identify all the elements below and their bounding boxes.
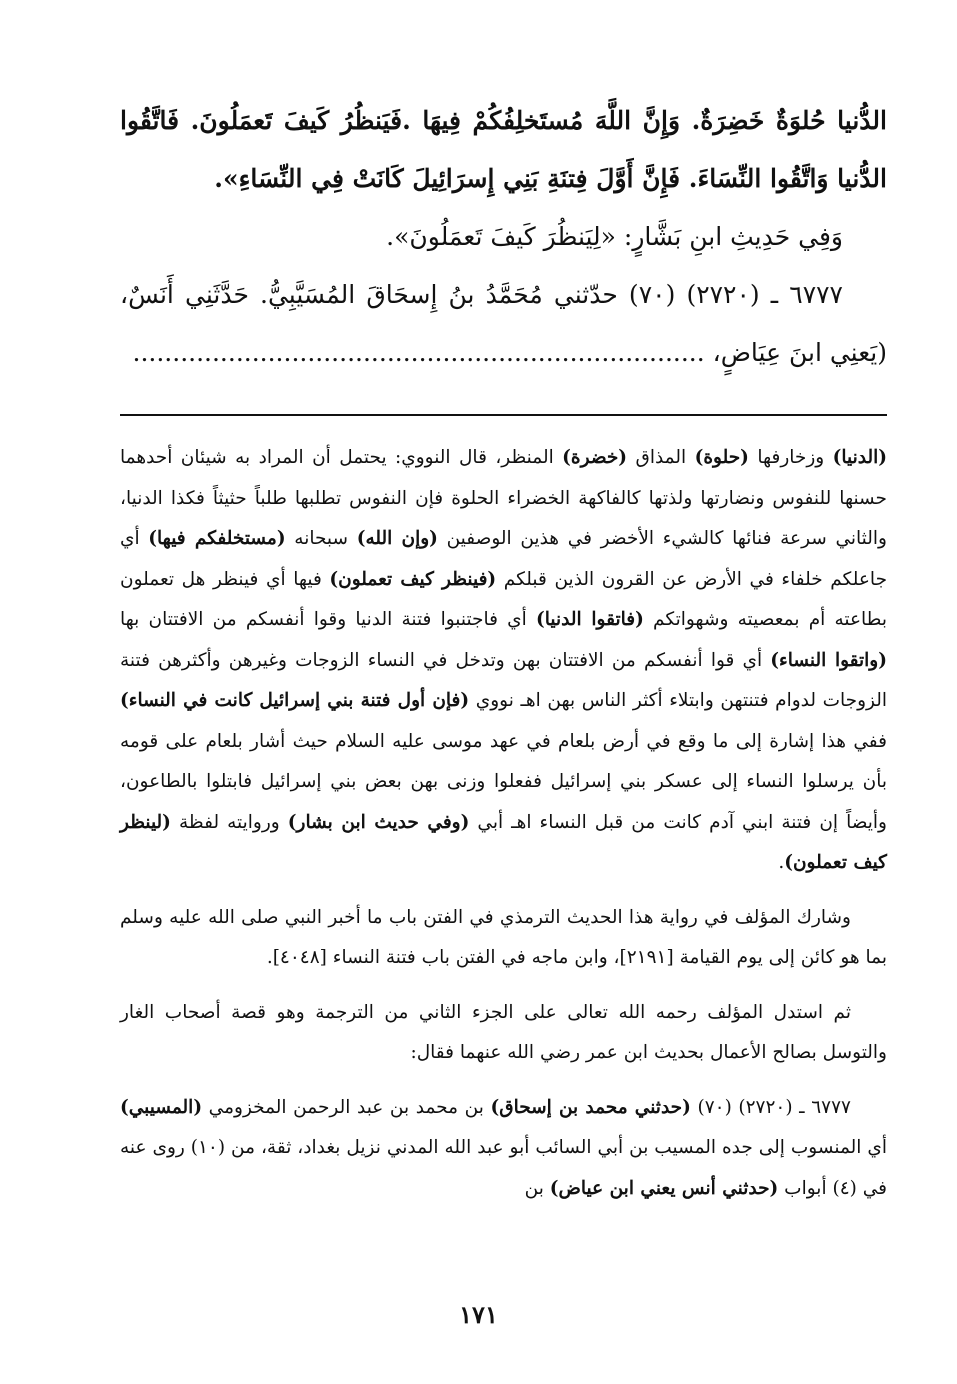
- commentary-p1-text-run: وروايته لفظة: [170, 811, 288, 833]
- commentary-p1-bold-term: (حلوة): [694, 447, 749, 468]
- commentary-p1-text-run: أي جاعلكم خلفاء في الأرض عن القرون الذين قبلكم: [120, 528, 888, 590]
- commentary-p1-text-run: أي قوا أنفسكم من الافتتان بهن وتدخل في النساء الزوجات وغيرهن وأكثرهن فتنة الزوجات لدوام فتنتهن وابتلاء أكثر الناس بهن اهـ نووي: [120, 649, 888, 711]
- ellipsis-dots: ........................................................................: [132, 338, 705, 367]
- commentary-p1-bold-term: (فينظر كيف تعملون): [329, 568, 497, 590]
- commentary-paragraph-4: [120, 1088, 887, 1210]
- hadith-chain-text: ٦٧٧٧ ـ (٢٧٢٠) (٧٠) حدّثني مُحَمَّدُ بنُ إِسحَاقَ المُسَيَّبِيُّ. حَدَّثَنِي أَنَسٌ، (يَعنِي ابنَ عِيَاضٍ،: [120, 280, 887, 367]
- commentary-p4-bold-term: (حدثني محمد بن إسحاق): [490, 1096, 691, 1118]
- commentary-p4-text-run: بن محمد بن عبد الرحمن المخزومي: [202, 1096, 491, 1118]
- commentary-p1-bold-term: (الدنيا): [832, 447, 888, 468]
- commentary-p1-bold-term: (وإن الله): [356, 528, 438, 549]
- page-body: [120, 92, 887, 1223]
- commentary-p1-bold-term: (واتقوا النساء): [770, 649, 887, 671]
- hadith-text: [120, 92, 887, 382]
- commentary-p1-text-run: وزخارفها: [748, 447, 833, 468]
- commentary-p1-text-run: فيها أي فينظر هل تعملون بطاعته أم بمعصيته وشهواتكم: [120, 568, 887, 630]
- hadith-paragraph-1: الدُّنيا حُلوَةٌ خَضِرَةٌ. وَإِنَّ اللَّهَ مُستَخلِفُكُمْ فِيهَا .فَيَنظُرُ كَيفَ تَعمَلُونَ. فَاتَّقُوا الدُّنيا وَاتَّقُوا النِّسَاءَ. فَإِنَّ أَوَّلَ فِتنَةِ بَنِي إِسرَائِيلَ كَانَتْ فِي النِّسَاءِ».: [120, 106, 887, 193]
- footnote-divider: [120, 414, 887, 416]
- commentary-p4-bold-term: (المسيبي): [120, 1096, 203, 1118]
- commentary-p1-bold-term: (خضرة): [562, 447, 628, 468]
- commentary-p1-bold-term: (فاتقوا الدنيا): [536, 609, 644, 630]
- hadith-paragraph-3: [120, 266, 887, 382]
- commentary-p1-text-run: أي فاجتنبوا فتنة الدنيا وقوا أنفسكم من الافتتان بها: [120, 609, 537, 630]
- commentary-p1-bold-term: (وفي حديث ابن بشار): [287, 811, 470, 833]
- page-number: ١٧١: [459, 1300, 498, 1329]
- commentary-paragraph-1: [120, 438, 887, 884]
- commentary-p4-text-run: ٦٧٧٧ ـ (٢٧٢٠) (٧٠): [690, 1096, 851, 1118]
- commentary-p1-text-run: ففي هذا إشارة إلى ما وقع في أرض بلعام في عهد موسى عليه السلام حيث أشار بلعام على قومه بأن يرسلوا النساء إلى عسكر بني إسرائيل ففعلوا وزنى بهن بعض بني إسرائيل فابتلوا بالطاعون، وأيضاً إن فتنة ابني آدم كانت من قبل النساء اهـ أبي: [120, 730, 887, 833]
- commentary-p1-text-run: المنظر، قال النووي: يحتمل أن المراد به شيئان أحدهما حسنها للنفوس ونضارتها ولذتها كالفاكهة الخضراء الحلوة فإن النفوس تطلبها طلباً حثيثاً فكذا الدنيا، والثاني سرعة فنائها كالشيء الأخضر في هذين الوصفين: [120, 447, 887, 549]
- commentary-paragraph-2: وشارك المؤلف في رواية هذا الحديث الترمذي في الفتن باب ما أخبر النبي صلى الله عليه وسلم بما هو كائن إلى يوم القيامة [٢١٩١]، وابن ماجه في الفتن باب فتنة النساء [٤٠٤٨].: [120, 906, 887, 968]
- commentary-p4-text-run: أي المنسوب إلى جده المسيب بن أبي السائب أبو عبد الله المدني نزيل بغداد، ثقة، من (١٠) روى عنه في (٤) أبواب: [120, 1137, 887, 1199]
- commentary-p1-bold-term: (فإن أول فتنة بني إسرائيل كانت في النساء): [120, 690, 470, 711]
- commentary-text: [120, 438, 887, 1209]
- commentary-p1-text-run: المذاق: [627, 447, 695, 468]
- commentary-p1-text-run: .: [778, 852, 785, 873]
- commentary-paragraph-3: ثم استدل المؤلف رحمه الله تعالى على الجزء الثاني من الترجمة وهو قصة أصحاب الغار والتوسل بصالح الأعمال بحديث ابن عمر رضي الله عنهما فقال:: [120, 1001, 887, 1063]
- commentary-p1-bold-term: (مستخلفكم فيها): [148, 528, 286, 549]
- commentary-p4-text-run: بن: [524, 1177, 550, 1199]
- commentary-p1-bold-term: (لينظر كيف تعملون): [120, 811, 887, 873]
- commentary-p1-text-run: سبحانه: [285, 528, 357, 549]
- hadith-paragraph-2: وَفِي حَدِيثِ ابنِ بَشَّارٍ: «لِيَنظُرَ كَيفَ تَعمَلُونَ».: [386, 222, 843, 251]
- commentary-p4-bold-term: (حدثني أنس يعني ابن عياض): [549, 1177, 779, 1199]
